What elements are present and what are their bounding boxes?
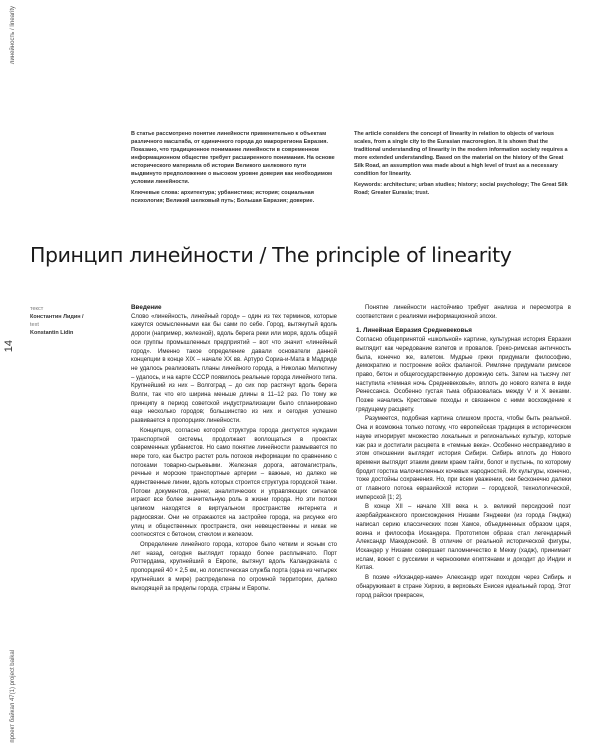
- author-label-ru: текст: [30, 306, 44, 312]
- abstract-ru-text: В статье рассмотрено понятие линейности применительно к объектам различного масштаба, от единичного города до макрорегиона Евразия. Показано, что традиционное понимание линейности в современном информационном обществе требует расширенного понимания. На основе исторического материала об истории Великого шелкового пути выдвинуто предположение о высоком уровне доверия как необходимом условии линейности.: [131, 131, 335, 185]
- paragraph: Разумеется, подобная картина слишком проста, чтобы быть реальной. Она и возможна только потому, что европейская традиция в историческом науке игнорирует множество локальных и региональных культур, которые как раз и достигали расцвета в «темные века». Особенно несправедливо в этом отношении выглядит история Сибири. Сибирь вплоть до Нового времени выглядит этаким диким краем тайги, болот и пустынь, по которому бродит горстка малочисленных кочевых народностей. Их культуры, конечно, тоже достойны сохранения. Но, при всем уважении, они бесконечно далеки от главного потока евразийской истории – городской, технологической, имперской [1; 2].: [356, 416, 571, 501]
- body-column-2: [356, 304, 571, 746]
- abstract-en-text: The article considers the concept of linearity in relation to objects of various scales, from a single city to the Eurasian macroregion. It is shown that the traditional understanding of linearity in the modern information society requires a more extended understanding. Based on the material on the history of the Great Silk Road, an assumption was made about a high level of trust as a necessary condition for linearity.: [354, 131, 568, 177]
- author-label-en: text: [30, 322, 39, 328]
- paragraph: Концепция, согласно которой структура города диктуется нуждами транспортной системы, продолжает воплощаться в проектах современных урбанистов. Но само понятие линейности размывается по мере того, как быстро растет роль потоков информации по сравнению с потоками товарно-сырьевыми. Железная дорога, автомагистраль, речные и морские транспортные артерии – важные, но далеко не единственные линии, вдоль которых строится структура городской ткани. Потоки документов, денег, аналитических и управляющих сигналов играют все более значительную роль в жизни города. Но эти потоки целиком находятся в виртуальном пространстве интернета и радиосвязи. Они не отражаются на застройке города, на рисунке его улиц и общественных пространств, они невещественны и никак не соотносятся с бетоном, стеклом и железом.: [131, 427, 337, 539]
- author-name-en: Konstantin Lidin: [30, 330, 74, 336]
- section-heading: 1. Линейная Евразия Средневековья: [356, 327, 472, 335]
- abstract-ru: [131, 130, 337, 205]
- paragraph: Определение линейного города, которое было четким и ясным сто лет назад, сегодня выглядит гораздо более расплывчато. Порт Роттердама, крупнейший в Европе, вытянут вдоль Каландканала с пропорцией 40 × 2,5 км, но логистическая служба порта (одна из четырех крупнейших в мире) распределена по огромной территории, далеко выходящей за пределы города, страны и Европы.: [131, 541, 337, 592]
- paragraph: Понятие линейности настойчиво требует анализа и пересмотра в соответствии с реалиями информационной эпохи.: [356, 305, 571, 320]
- intro-heading: Введение: [131, 304, 162, 311]
- paragraph: Согласно общепринятой «школьной» картине, культурная история Евразии выглядит как чередование взлетов и провалов. Греко-римская античность была, конечно же, взлетом. Мудрые греки придумали философию, демократию и построение войск фалангой. Римляне придумали римское право, бетон и общегосударственную дорожную сеть. Затем на тысячу лет наступила «темная ночь Средневековья», вплоть до нового взлета в виде Ренессанса. Особенно густая тьма образовалась между V и X веками. Позже начались Крестовые походы и связанное с ними восхождение к грядущему расцвету.: [356, 337, 571, 413]
- article-title: Принцип линейности / The principle of linearity: [30, 243, 512, 267]
- keywords-en: Keywords: architecture; urban studies; history; social psychology; The Great Silk Road; Greater Eurasia; trust.: [354, 182, 568, 196]
- paragraph: В конце XII – начале XIII века н. э. великий персидский поэт азербайджанского происхождения Низами Гянджеви (из города Гянджа) написал серию классических поэм Хамсе, объединенных образом царя, воина и философа Искандера. Прототипом образа стал легендарный Александр Македонский. В отличие от реальной исторической фигуры, Искандер у Низами совершает паломничество в Мекку (хадж), принимает ислам, воюет с русскими и черноокими египтянами и доходит до Индии и Китая.: [356, 504, 571, 572]
- paragraph: В поэме «Искандер-наме» Александр идет походом через Сибирь и обнаруживает в стране Хирхиз, в верховьях Енисея идеальный город. Этот город райски прекрасен,: [356, 575, 571, 599]
- body-column-1: [131, 304, 337, 746]
- journal-label: проект байкал 47(1) project baikal: [10, 650, 16, 743]
- paragraph: Слово «линейность, линейный город» – один из тех терминов, которые кажутся осмысленными как бы сами по себе. Город, вытянутый вдоль дороги (например, железной), вдоль берега реки или моря, вдоль общей оси группы промышленных предприятий – вот что значит «линейный город». Именно такое определение давали основатели данной концепции в конце XIX – начале XX вв. Артуро Сориа-и-Мата в Мадриде не удалось реализовать планы линейного города, а Николаю Милютину – удалось, и на карте СССР появилось реальные города линейного типа. Крупнейший из них – Волгоград – до сих пор растянут вдоль берега Волги, так что его ширина меньше длины в 11–12 раз. По тому же принципу в период советской индустриализации было спланировано еще несколько городов; большинство из них и сегодня успешно развивается в пропорциях линейности.: [131, 313, 337, 425]
- page-number: 14: [3, 340, 15, 353]
- author-name-ru: Константин Лидин /: [30, 314, 84, 320]
- section-label: линейность / linearity: [10, 6, 16, 65]
- keywords-ru: Ключевые слова: архитектура; урбанистика; история; социальная психология; Великий шелковый путь; Большая Евразия; доверие.: [131, 190, 315, 204]
- abstract-en: [354, 130, 570, 197]
- author-block: [30, 305, 125, 337]
